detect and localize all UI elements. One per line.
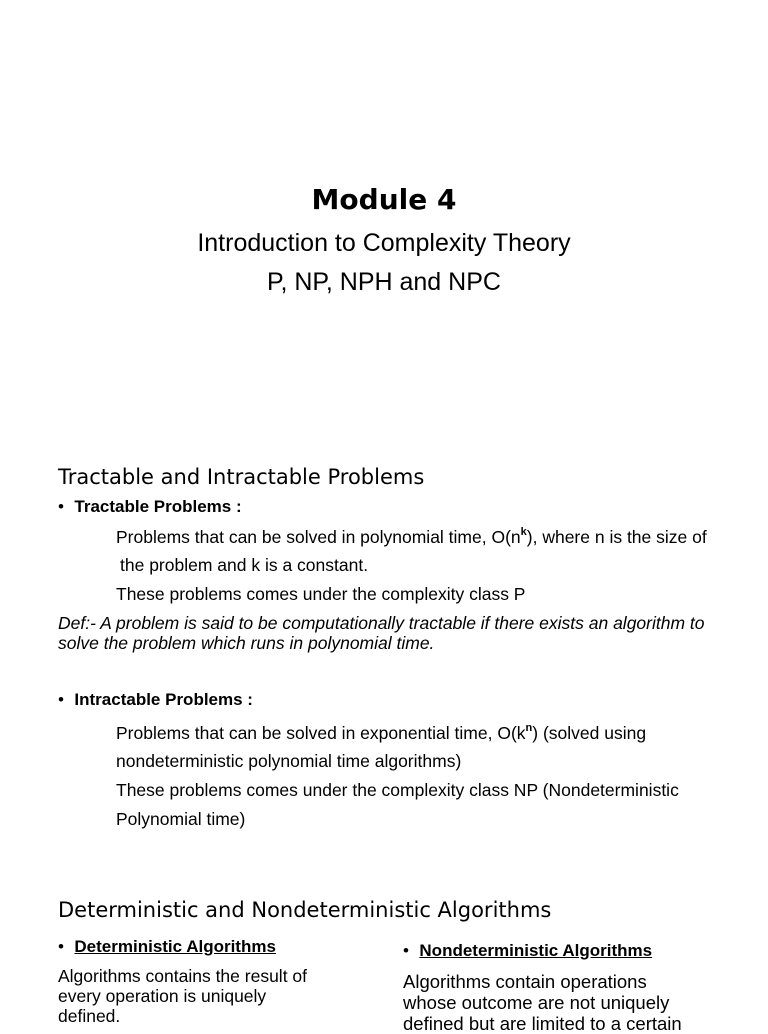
tractable-line-2: the problem and k is a constant. [120,555,369,575]
intractable-exponent: n [525,722,533,734]
bullet-intractable [58,690,253,710]
page-title: Module 4 [311,183,457,216]
intractable-line-4: Polynomial time) [116,809,246,829]
tractable-line-3: These problems comes under the complexity class P [116,584,526,604]
nondeterministic-label: Nondeterministic Algorithms [419,941,653,960]
bullet-nondeterministic [403,941,652,961]
tractable-line-1-pre: Problems that can be solved in polynomial time, O(n [116,527,521,547]
bullet-dot: • [58,497,64,516]
intractable-line-1 [116,722,646,744]
intractable-line-1-pre: Problems that can be solved in exponential time, O(k [116,723,526,743]
section-heading-tractable: Tractable and Intractable Problems [58,465,425,489]
tractable-exponent: k [520,526,527,538]
tractable-line-1 [116,526,707,548]
bullet-dot: • [403,941,409,960]
intractable-label: Intractable Problems : [74,690,253,709]
deterministic-label: Deterministic Algorithms [74,937,276,956]
intractable-line-2: nondeterministic polynomial time algorithms) [116,751,462,771]
tractable-line-1-post: ), where n is the size of [526,527,707,547]
bullet-dot: • [58,937,64,956]
nondeterministic-text: Algorithms contain operations whose outcome are not uniquely defined but are limited to a certain [403,971,682,1034]
bullet-tractable [58,497,242,517]
tractable-definition: Def:- A problem is said to be computationally tractable if there exists an algorithm to solve the problem which runs in polynomial time. [58,613,705,653]
tractable-label: Tractable Problems : [74,497,242,516]
bullet-dot: • [58,690,64,709]
subtitle-complexity-theory: Introduction to Complexity Theory [197,229,571,257]
subtitle-classes: P, NP, NPH and NPC [267,268,501,296]
intractable-line-1-post: ) (solved using [532,723,647,743]
section-heading-algorithms: Deterministic and Nondeterministic Algorithms [58,898,552,922]
bullet-deterministic [58,937,276,957]
deterministic-text: Algorithms contains the result of every operation is uniquely defined. [58,966,308,1026]
intractable-line-3: These problems comes under the complexity class NP (Nondeterministic [116,780,679,800]
